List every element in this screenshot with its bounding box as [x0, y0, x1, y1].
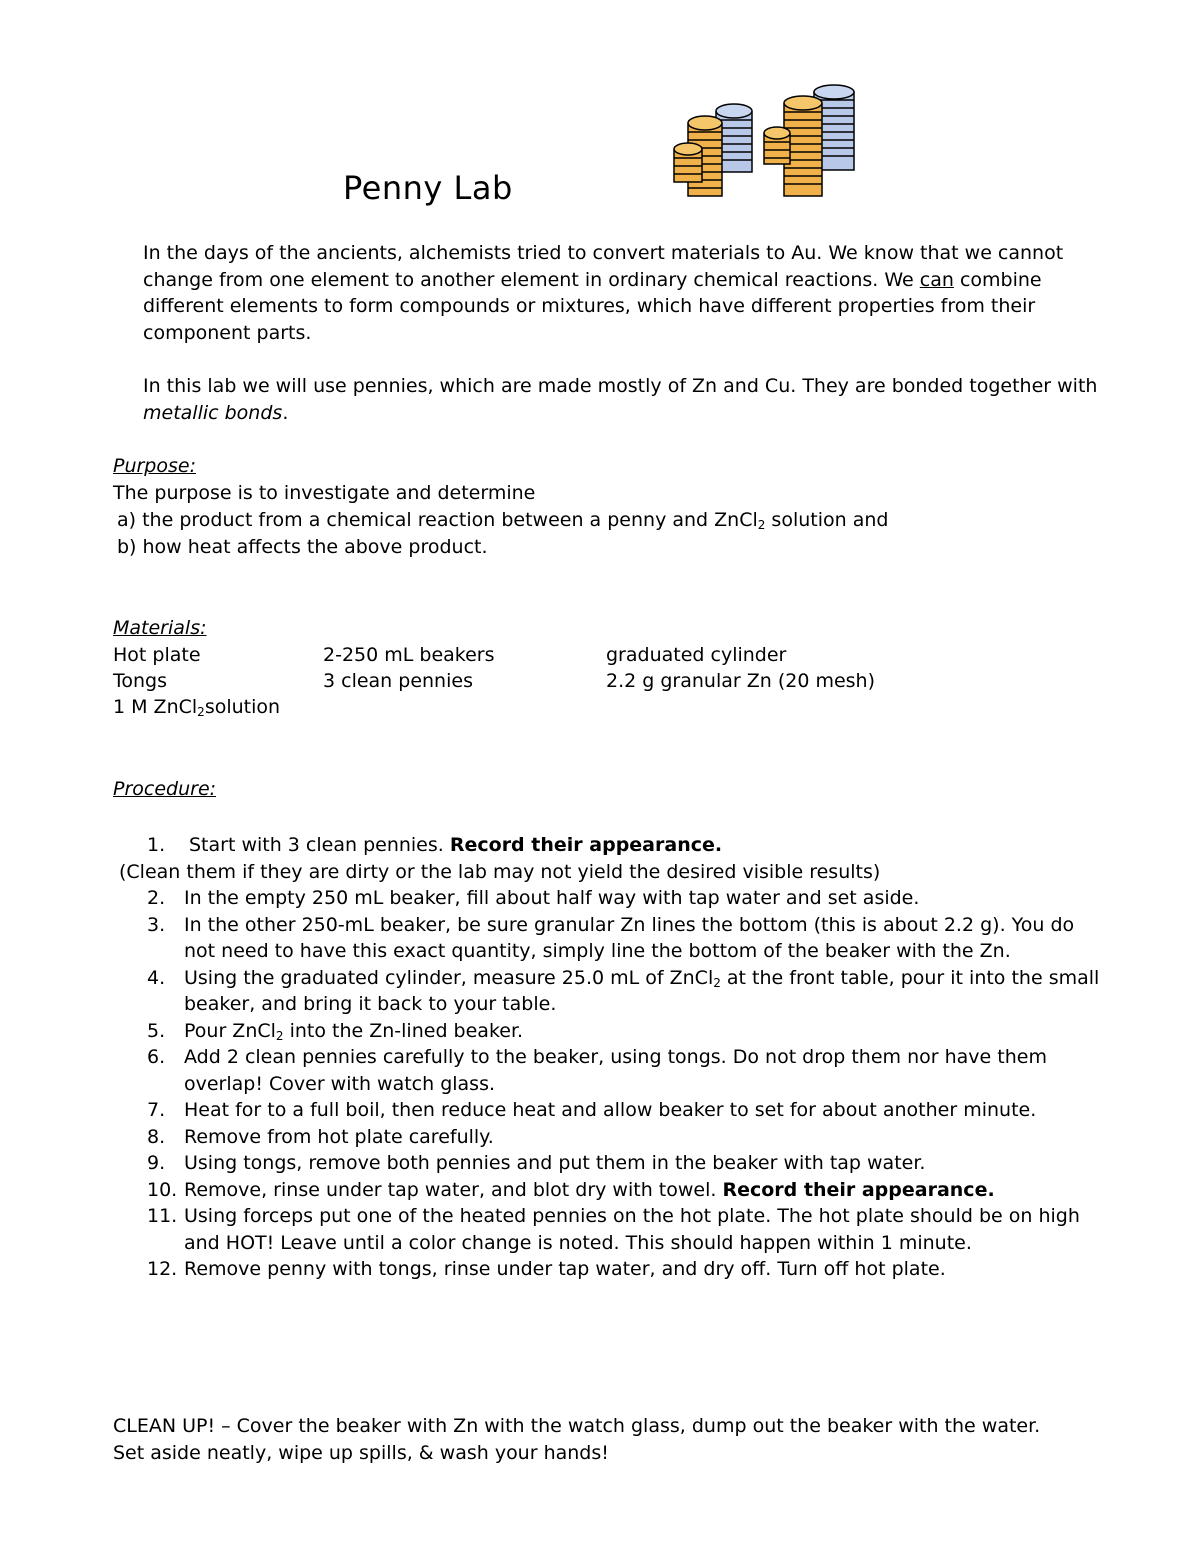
procedure-step-4: 4. Using the graduated cylinder, measure 25.0 mL of ZnCl$_2$ at the front table, pour it into the small beaker, and bring it back to your table.: [147, 966, 1100, 1015]
purpose-heading: Purpose:: [113, 455, 196, 477]
material-tongs: Tongs: [113, 670, 168, 692]
material-granular-zn: 2.2 g granular Zn (20 mesh): [606, 670, 876, 692]
material-pennies: 3 clean pennies: [323, 670, 473, 692]
material-graduated-cylinder: graduated cylinder: [606, 644, 787, 666]
page-title: Penny Lab: [343, 169, 513, 207]
material-zncl2-solution: 1 M ZnCl$_2$solution: [113, 696, 281, 719]
procedure-step-2: 2. In the empty 250 mL beaker, fill about half way with tap water and set aside.: [147, 887, 920, 909]
procedure-step-9: 9. Using tongs, remove both pennies and put them in the beaker with tap water.: [147, 1152, 926, 1174]
can-emphasis: can: [919, 268, 954, 291]
copper-stack-small-left: [674, 143, 702, 182]
procedure-step-6: 6. Add 2 clean pennies carefully to the beaker, using tongs. Do not drop them nor have them overlap! Cover with watch glass.: [147, 1046, 1047, 1095]
procedure-step-3: 3. In the other 250-mL beaker, be sure granular Zn lines the bottom (this is about 2.2 g). You do not need to have this exact quantity, simply line the bottom of the beaker with the Zn.: [147, 913, 1075, 962]
coin-stacks-clipart: [664, 84, 864, 204]
material-beakers: 2-250 mL beakers: [323, 644, 495, 666]
procedure-step-11: 11. Using forceps put one of the heated pennies on the hot plate. The hot plate should be on high and HOT! Leave until a color change is noted. This should happen within 1 minute.: [147, 1205, 1080, 1254]
procedure-step-8: 8. Remove from hot plate carefully.: [147, 1125, 494, 1148]
materials-heading: Materials:: [113, 617, 207, 639]
cleanup-instructions: CLEAN UP! – Cover the beaker with Zn with the watch glass, dump out the beaker with the water. Set aside neatly, wipe up spills, & wash your hands!: [113, 1415, 1041, 1464]
procedure-list: [113, 832, 1103, 1283]
copper-stack-small-right: [764, 127, 790, 164]
procedure-step-5: 5. Pour ZnCl$_2$ into the Zn-lined beaker.: [147, 1019, 524, 1043]
procedure-step-1: 1. Start with 3 clean pennies. Record their appearance.: [147, 834, 723, 856]
procedure-heading: Procedure:: [113, 778, 217, 800]
procedure-step-12: 12. Remove penny with tongs, rinse under tap water, and dry off. Turn off hot plate.: [147, 1258, 946, 1280]
metallic-bonds-emphasis: metallic bonds: [143, 401, 283, 424]
procedure-step-7: 7. Heat for to a full boil, then reduce heat and allow beaker to set for about another minute.: [147, 1099, 1037, 1121]
purpose-lead: The purpose is to investigate and determine: [113, 482, 536, 504]
intro-paragraph-2: In this lab we will use pennies, which are made mostly of Zn and Cu. They are bonded together with metallic bonds.: [143, 375, 1098, 424]
material-hot-plate: Hot plate: [113, 644, 201, 666]
procedure-step-1-note: (Clean them if they are dirty or the lab may not yield the desired visible results): [119, 860, 881, 883]
purpose-item-b: b) how heat affects the above product.: [117, 536, 488, 558]
purpose-item-a: a) the product from a chemical reaction between a penny and ZnCl$_2$ solution and: [117, 509, 889, 532]
procedure-step-10: 10. Remove, rinse under tap water, and blot dry with towel. Record their appearance.: [147, 1178, 995, 1201]
intro-paragraph-1: In the days of the ancients, alchemists tried to convert materials to Au. We know that we cannot change from one element to another element in ordinary chemical reactions. We can combine different elements to form compounds or mixtures, which have different properties from their component parts.: [143, 242, 1064, 344]
